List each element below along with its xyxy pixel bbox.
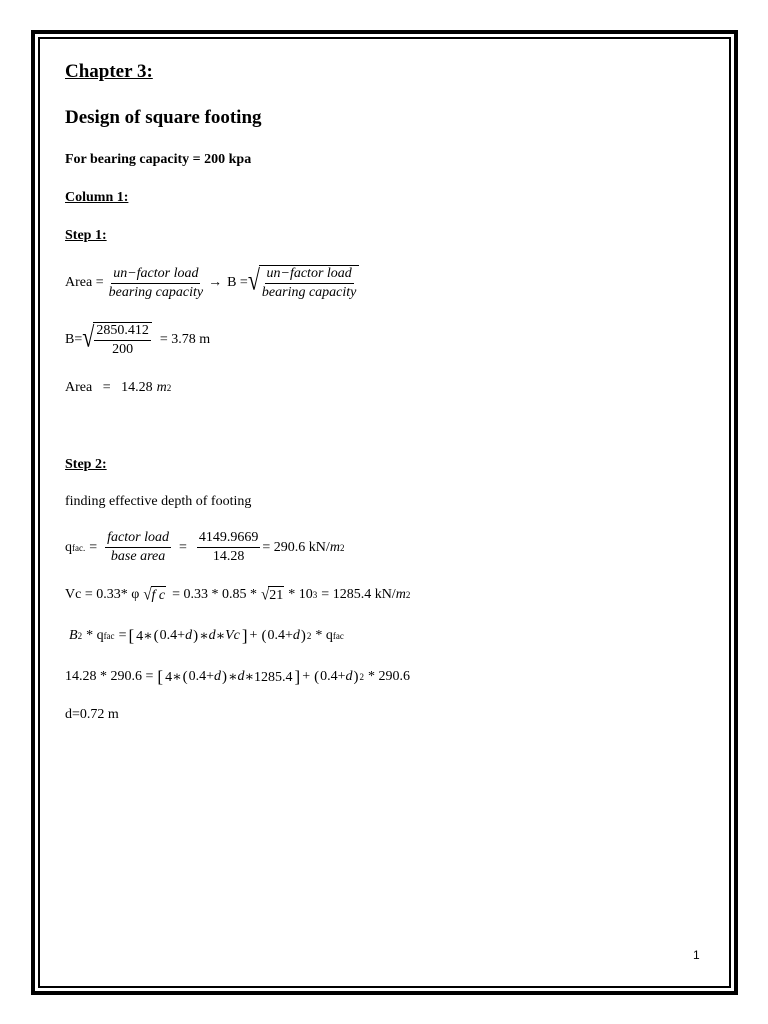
area-exponent: 2	[166, 383, 172, 393]
power-of-ten: * 10	[288, 587, 313, 602]
equals: =	[89, 539, 98, 555]
radical-sign: √	[143, 586, 152, 604]
radical-sign: √	[247, 263, 260, 296]
equals: =	[179, 539, 187, 555]
area-value: Area = 14.28	[65, 380, 153, 395]
d-variable: d	[208, 628, 216, 643]
bearing-capacity-line: For bearing capacity = 200 kpa	[65, 152, 252, 167]
open-bracket: [	[128, 626, 135, 645]
fraction-denominator: 200	[112, 342, 134, 357]
d-variable: d	[214, 669, 221, 684]
vc-exponent: 2	[405, 590, 411, 600]
d-variable: d	[292, 628, 300, 643]
close-paren: )	[193, 627, 199, 644]
sqrt-value: 21	[269, 587, 284, 603]
b-value-fraction	[94, 323, 151, 358]
power-exponent: 3	[312, 590, 318, 600]
term: ∗	[228, 669, 238, 685]
b-value-formula	[65, 322, 210, 358]
qfac-result: = 290.6 kN/	[262, 539, 330, 555]
fraction-denominator: bearing capacity	[261, 285, 357, 300]
qfac-value-fraction	[197, 530, 261, 565]
radical-sign: √	[261, 586, 270, 604]
term: ∗	[199, 628, 209, 644]
area-unit: m	[156, 380, 167, 395]
twenty-one-sqrt	[261, 586, 284, 604]
depth-result: d=0.72 m	[65, 707, 119, 722]
numeric-lhs: 14.28 * 290.6 =	[65, 669, 154, 684]
open-paren: (	[182, 668, 188, 685]
q-symbol: q	[65, 539, 72, 555]
area-fraction	[107, 266, 205, 301]
d-variable: d	[237, 669, 245, 684]
fraction-numerator: 4149.9669	[197, 530, 261, 548]
term: 4∗	[136, 628, 153, 644]
qfac-unit: m	[329, 539, 340, 555]
term: 0.4+	[320, 669, 346, 684]
term: 0.4+	[159, 628, 186, 643]
plus: +	[249, 628, 258, 643]
fraction-denominator: 14.28	[212, 549, 245, 564]
b-label: B =	[227, 275, 248, 290]
term: ∗1285.4	[244, 669, 293, 685]
term: ∗	[215, 628, 226, 644]
numeric-tail: * 290.6	[368, 669, 411, 684]
open-paren: (	[261, 627, 267, 644]
fraction-numerator: un−factor load	[265, 266, 354, 284]
open-paren: (	[153, 627, 159, 644]
vc-variable: Vc	[225, 628, 240, 643]
qfac-exponent: 2	[339, 542, 345, 553]
fc-sqrt	[143, 586, 166, 604]
term: 0.4+	[188, 669, 214, 684]
equals: =	[118, 628, 127, 643]
d-variable: d	[185, 628, 193, 643]
qfac-formula	[65, 530, 344, 565]
vc-formula	[65, 586, 410, 604]
numeric-formula	[65, 667, 410, 687]
vc-result: = 1285.4 kN/	[321, 587, 396, 602]
exponent: 2	[359, 672, 365, 682]
chapter-heading: Chapter 3:	[65, 61, 153, 82]
close-paren: )	[222, 668, 227, 685]
radical-sign: √	[82, 320, 95, 353]
exponent: 2	[306, 631, 312, 641]
close-bracket: ]	[241, 626, 248, 645]
fc-term: f c	[151, 587, 166, 603]
b-symbol: B	[69, 628, 78, 643]
close-paren: )	[300, 627, 306, 644]
punching-shear-formula	[69, 626, 344, 646]
area-result	[65, 380, 171, 396]
term: 0.4+	[267, 628, 293, 643]
term: 4∗	[165, 669, 182, 685]
arrow: →	[208, 275, 223, 290]
open-paren: (	[314, 668, 320, 685]
section-title: Design of square footing	[65, 107, 262, 128]
step2-heading: Step 2:	[65, 457, 107, 472]
fraction-numerator: un−factor load	[111, 266, 200, 284]
qfac-fraction	[105, 530, 171, 565]
q-subscript: fac	[332, 631, 344, 641]
fraction-numerator: factor load	[105, 530, 171, 548]
fraction-denominator: base area	[110, 549, 166, 564]
q-subscript: fac.	[72, 542, 86, 553]
fraction-numerator: 2850.412	[94, 323, 151, 341]
area-label: Area =	[65, 275, 104, 290]
b-label: B=	[65, 332, 83, 347]
q-subscript: fac	[103, 631, 115, 641]
page-border-inner	[38, 37, 731, 988]
b-sqrt-fraction	[260, 266, 358, 301]
page-number: 1	[693, 948, 700, 962]
close-paren: )	[353, 668, 359, 685]
b-sqrt	[248, 265, 360, 301]
step2-intro: finding effective depth of footing	[65, 494, 252, 509]
d-variable: d	[345, 669, 353, 684]
area-formula	[65, 265, 359, 301]
b-value-result: = 3.78 m	[159, 332, 211, 347]
vc-unit: m	[395, 587, 406, 602]
fraction-denominator: bearing capacity	[108, 284, 204, 300]
times-q: * q	[315, 628, 333, 643]
vc-lhs: Vc = 0.33* φ	[65, 587, 140, 602]
b-exponent: 2	[77, 631, 83, 641]
open-bracket: [	[157, 667, 164, 686]
close-bracket: ]	[294, 667, 301, 686]
b-value-sqrt	[82, 322, 152, 358]
times-q: * q	[86, 628, 104, 643]
step1-heading: Step 1:	[65, 228, 107, 243]
plus: +	[302, 669, 311, 684]
vc-middle: = 0.33 * 0.85 *	[172, 587, 258, 602]
column-heading: Column 1:	[65, 190, 129, 205]
